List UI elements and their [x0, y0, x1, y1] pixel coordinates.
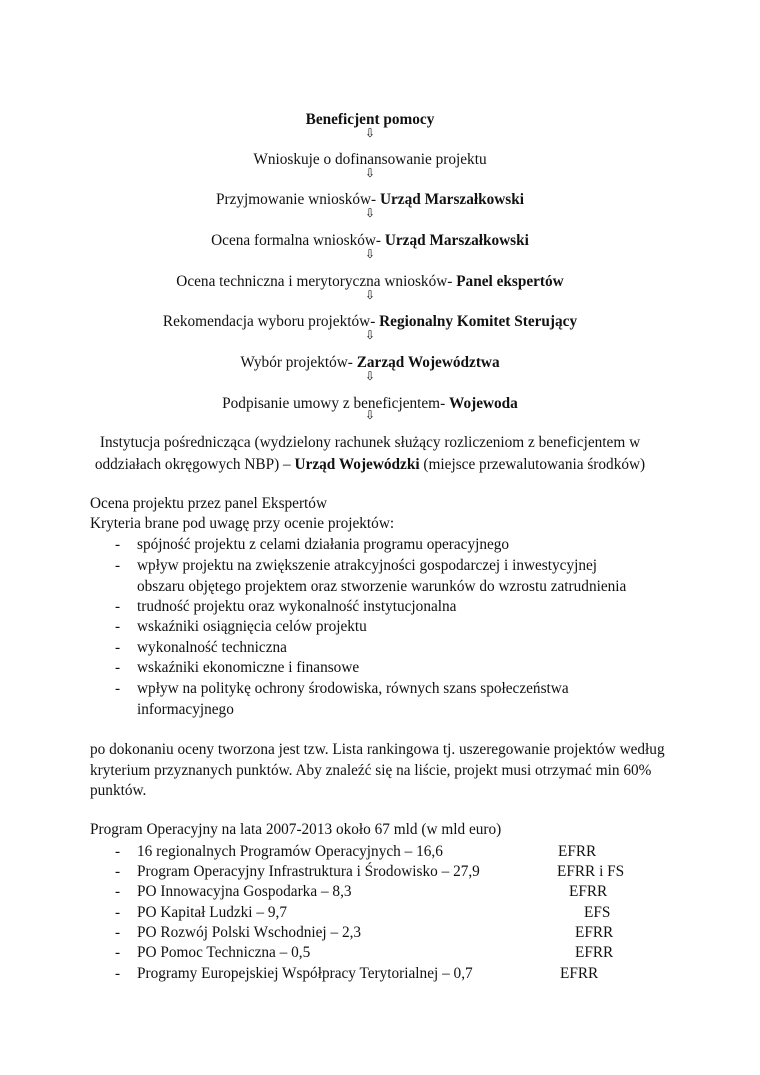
program-name: PO Innowacyjna Gospodarka – 8,3	[137, 883, 352, 900]
step-text: Wybór projektów-	[240, 354, 357, 371]
arrow-down-icon: ⇩	[364, 166, 376, 180]
bullet: -	[115, 863, 121, 880]
bullet: -	[115, 883, 121, 900]
program-fund: EFS	[584, 904, 611, 921]
program-fund: EFRR	[575, 924, 614, 941]
program-fund: EFRR	[560, 965, 599, 982]
item-text: wskaźniki ekonomiczne i finansowe	[137, 659, 360, 676]
item-text: wskaźniki osiągnięcia celów projektu	[137, 618, 367, 635]
arrow-down-icon: ⇩	[364, 369, 376, 383]
step-actor: Wojewoda	[449, 395, 518, 412]
bullet: -	[115, 924, 121, 941]
bullet: -	[115, 904, 121, 921]
item-text: spójność projektu z celami działania programu operacyjnego	[137, 536, 510, 553]
program-name: PO Pomoc Techniczna – 0,5	[137, 944, 311, 961]
arrow-down-icon: ⇩	[364, 247, 376, 261]
step-actor: Urząd Marszałkowski	[384, 232, 529, 249]
bullet: -	[115, 944, 121, 961]
step-actor: Urząd Marszałkowski	[379, 191, 525, 208]
bullet: -	[115, 680, 121, 697]
program-name: PO Kapitał Ludzki – 9,7	[137, 904, 287, 921]
step-text: Przyjmowanie wniosków-	[215, 191, 380, 208]
program-name: Programy Europejskiej Współpracy Terytorialnej – 0,7	[137, 965, 473, 982]
arrow-down-icon: ⇩	[364, 328, 376, 342]
program-fund: EFRR	[558, 843, 597, 860]
program-name: Program Operacyjny Infrastruktura i Środowisko – 27,9	[137, 863, 480, 880]
final-actor: Urząd Wojewódzki	[294, 456, 420, 473]
bullet: -	[115, 618, 121, 635]
item-text: wpływ projektu na zwiększenie atrakcyjności gospodarczej i inwestycyjnej obszaru objętego projektem oraz stworzenie warunków do wzrostu zatrudnienia	[137, 557, 627, 595]
bullet: -	[115, 557, 121, 574]
program-fund: EFRR i FS	[557, 863, 625, 880]
criteria-intro: Kryteria brane pod uwagę przy ocenie projektów:	[90, 515, 395, 532]
bullet: -	[115, 843, 121, 860]
paragraph-line: kryterium przyznanych punktów. Aby znaleźć się na liście, projekt musi otrzymać min 60%	[90, 762, 652, 779]
final-text: (miejsce przewalutowania środków)	[419, 456, 646, 473]
step-actor: Regionalny Komitet Sterujący	[379, 313, 578, 330]
item-text: trudność projektu oraz wykonalność instytucjonalna	[137, 598, 457, 615]
flow-final-line2	[0, 455, 740, 475]
program-name: 16 regionalnych Programów Operacyjnych – 16,6	[137, 843, 443, 860]
step-text: Ocena formalna wniosków-	[211, 232, 385, 249]
arrow-down-icon: ⇩	[364, 126, 376, 140]
criteria-heading: Ocena projektu przez panel Ekspertów	[90, 495, 327, 512]
paragraph-line: po dokonaniu oceny tworzona jest tzw. Lista rankingowa tj. uszeregowanie projektów według	[90, 741, 665, 758]
arrow-down-icon: ⇩	[364, 288, 376, 302]
arrow-down-icon: ⇩	[364, 206, 376, 220]
programs-heading: Program Operacyjny na lata 2007-2013 około 67 mld (w mld euro)	[90, 821, 502, 838]
program-fund: EFRR	[569, 883, 608, 900]
final-text: oddziałach okręgowych NBP) –	[94, 456, 295, 473]
program-name: PO Rozwój Polski Wschodniej – 2,3	[137, 924, 362, 941]
flow-final-line1: Instytucja pośrednicząca (wydzielony rachunek służący rozliczeniom z beneficjentem w	[99, 434, 641, 451]
flow-title: Beneficjent pomocy	[305, 111, 435, 128]
step-text: Podpisanie umowy z beneficjentem-	[222, 395, 449, 412]
item-text: wykonalność techniczna	[137, 639, 287, 656]
bullet: -	[115, 659, 121, 676]
item-text: wpływ na politykę ochrony środowiska, równych szans społeczeństwa informacyjnego	[137, 680, 569, 718]
paragraph-line: punktów.	[90, 782, 147, 799]
program-fund: EFRR	[575, 944, 614, 961]
arrow-down-icon: ⇩	[364, 408, 376, 422]
step-actor: Zarząd Województwa	[356, 354, 500, 371]
bullet: -	[115, 965, 121, 982]
step-text: Ocena techniczna i merytoryczna wniosków-	[176, 273, 457, 290]
step-text: Wnioskuje o dofinansowanie projektu	[253, 151, 487, 168]
step-actor: Panel ekspertów	[456, 273, 564, 290]
bullet: -	[115, 536, 121, 553]
step-text: Rekomendacja wyboru projektów-	[162, 313, 380, 330]
bullet: -	[115, 598, 121, 615]
bullet: -	[115, 639, 121, 656]
